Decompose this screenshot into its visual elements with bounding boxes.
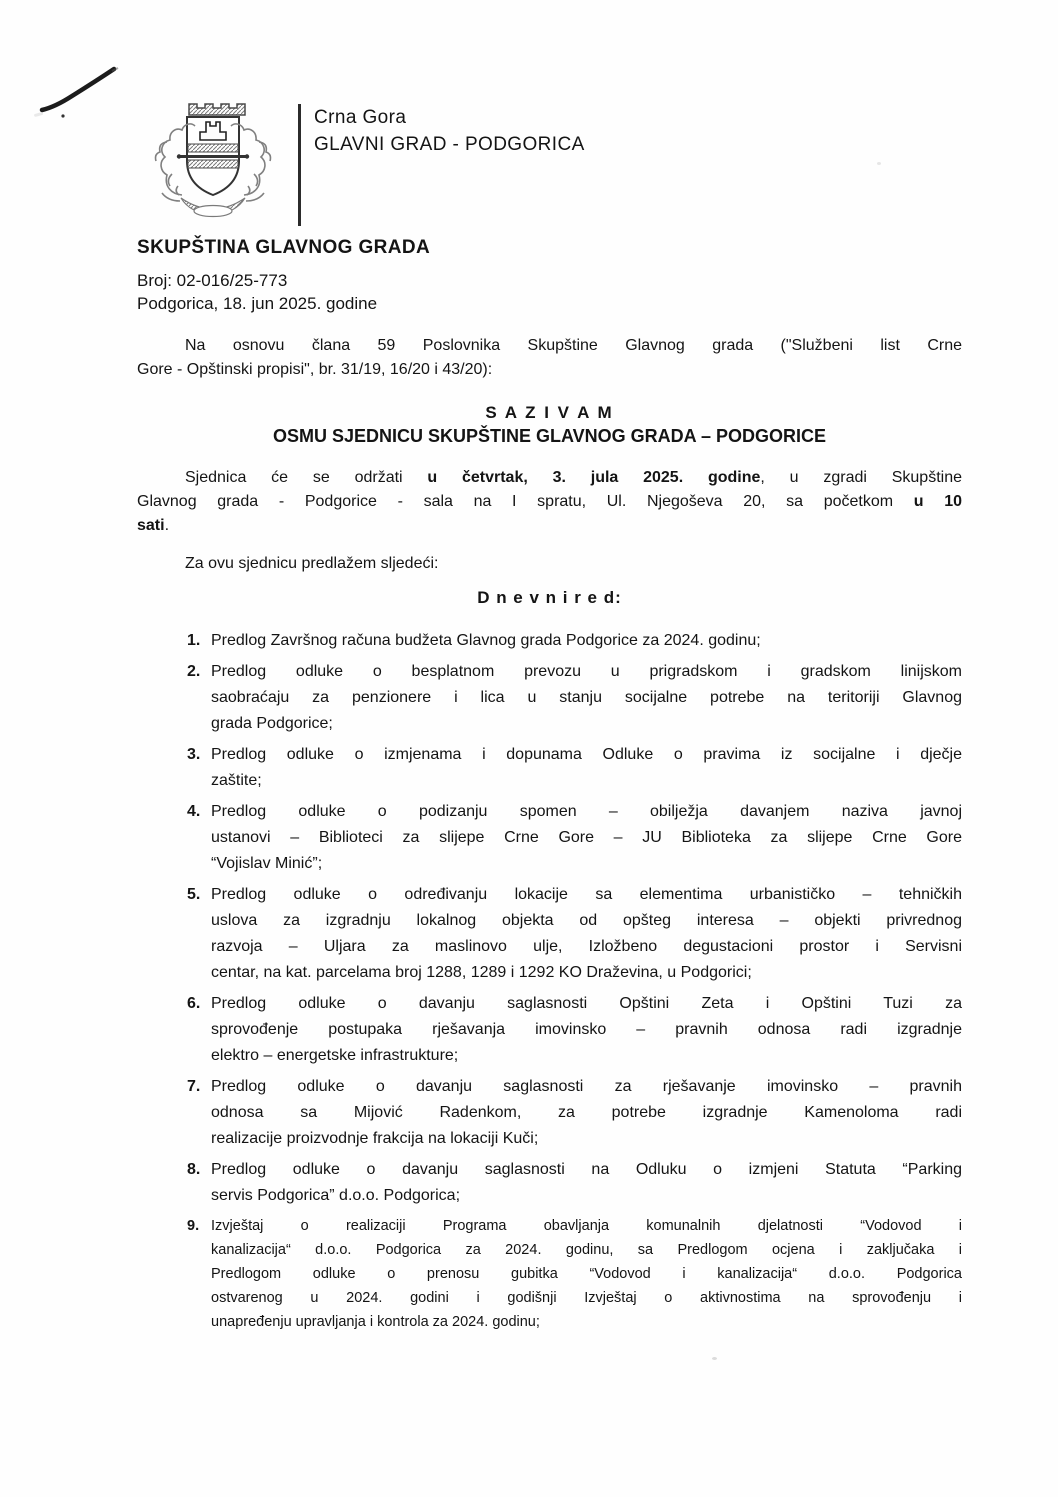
- agenda-item-number: 5.: [187, 886, 201, 903]
- agenda-item-2: [137, 659, 962, 737]
- scan-speck: [877, 162, 881, 165]
- agenda-item-text: Predlog odluke o davanju saglasnosti na Odluku o izmjeni Statuta “Parking servis Podgorica” d.o.o. Podgorica;: [211, 1161, 962, 1204]
- intro-paragraph: Na osnovu člana 59 Poslovnika Skupštine Glavnog grada ("Službeni list Crne Gore - Opštinski propisi", br. 31/19, 16/20 i 43/20):: [137, 337, 962, 378]
- scan-speck: [712, 1357, 717, 1360]
- agenda-item-number: 4.: [187, 803, 201, 820]
- session-heading: OSMU SJEDNICU SKUPŠTINE GLAVNOG GRADA – PODGORICE: [272, 426, 827, 446]
- agenda-item-text: Predlog odluke o davanju saglasnosti za rješavanje imovinsko – pravnih odnosa sa Mijović Radenkom, za potrebe izgradnje Kamenoloma radi realizacije proizvodnje frakcija na lokaciji Kuči;: [211, 1078, 962, 1147]
- agenda-item-number: 1.: [187, 632, 201, 649]
- agenda-item-4: [137, 799, 962, 877]
- agenda-item-number: 7.: [187, 1078, 201, 1095]
- doc-number: Broj: 02-016/25-773: [137, 271, 288, 290]
- agenda-item-text: Predlog odluke o davanju saglasnosti Opštini Zeta i Opštini Tuzi za sprovođenje postupaka rješavanja imovinsko – pravnih odnosa radi izgradnje elektro – energetske infrastrukture;: [211, 995, 962, 1064]
- agenda-list: [137, 628, 962, 1339]
- agenda-item-number: 6.: [187, 995, 201, 1012]
- agenda-item-text: Predlog odluke o izmjenama i dopunama Odluke o pravima iz socijalne i dječje zaštite;: [211, 746, 962, 789]
- session-paragraph: Sjednica će se održati u četvrtak, 3. jula 2025. godine, u zgradi Skupštine Glavnog grada - Podgorice - sala na I spratu, Ul. Njegoševa 20, sa početkom u 10 sati.: [137, 469, 963, 534]
- agenda-item-text: Izvještaj o realizaciji Programa obavljanja komunalnih djelatnosti “Vodovod i kanalizacija“ d.o.o. Podgorica za 2024. godinu, sa Predlogom ocjena i zaključaka i Predlogom odluke o prenosu gubitka “Vodovod i kanalizacija“ d.o.o. Podgorica ostvarenog u 2024. godini i godišnji Izvještaj o aktivnostima na sprovođenju i unapređenju upravljanja i kontrola za 2024. godinu;: [211, 1218, 962, 1330]
- agenda-item-1: [137, 628, 962, 654]
- agenda-intro-text: Za ovu sjednicu predlažem sljedeći:: [185, 555, 439, 572]
- agenda-item-number: 9.: [187, 1218, 200, 1234]
- agenda-intro-line: [137, 552, 962, 576]
- agenda-item-number: 3.: [187, 746, 201, 763]
- agenda-item-3: [137, 742, 962, 794]
- agenda-item-text: Predlog odluke o određivanju lokacije sa elementima urbanističko – tehničkih uslova za izgradnju lokalnog objekta od opšteg interesa – objekti privrednog razvoja – Uljara za maslinovo ulje, Izložbeno degustacioni prostor i Servisni centar, na kat. parcelama broj 1288, 1289 i 1292 KO Draževina, u Podgorici;: [211, 886, 962, 981]
- agenda-item-number: 2.: [187, 663, 201, 680]
- podgorica-coat-of-arms-icon: [137, 98, 289, 228]
- agenda-item-text: Predlog Završnog računa budžeta Glavnog grada Podgorice za 2024. godinu;: [211, 632, 761, 649]
- agenda-item-9: [137, 1214, 962, 1334]
- org-name: SKUPŠTINA GLAVNOG GRADA: [137, 237, 431, 258]
- city-name: GLAVNI GRAD - PODGORICA: [314, 134, 585, 155]
- letterhead: [137, 98, 585, 228]
- agenda-heading: D n e v n i r e d:: [477, 588, 622, 607]
- agenda-item-text: Predlog odluke o podizanju spomen – obilježja davanjem naziva javnoj ustanovi – Biblioteci za slijepe Crne Gore – JU Biblioteka za slijepe Crne Gore “Vojislav Minić”;: [211, 803, 962, 872]
- agenda-item-6: [137, 991, 962, 1069]
- country-name: Crna Gora: [314, 107, 407, 128]
- agenda-item-7: [137, 1074, 962, 1152]
- convene-heading: S A Z I V A M: [485, 403, 614, 422]
- agenda-item-5: [137, 882, 962, 986]
- agenda-item-text: Predlog odluke o besplatnom prevozu u prigradskom i gradskom linijskom saobraćaju za penzionere i lica u stanju socijalne potrebe na teritoriji Glavnog grada Podgorice;: [211, 663, 962, 732]
- agenda-item-8: [137, 1157, 962, 1209]
- doc-place-date: Podgorica, 18. jun 2025. godine: [137, 294, 378, 313]
- agenda-item-number: 8.: [187, 1161, 201, 1178]
